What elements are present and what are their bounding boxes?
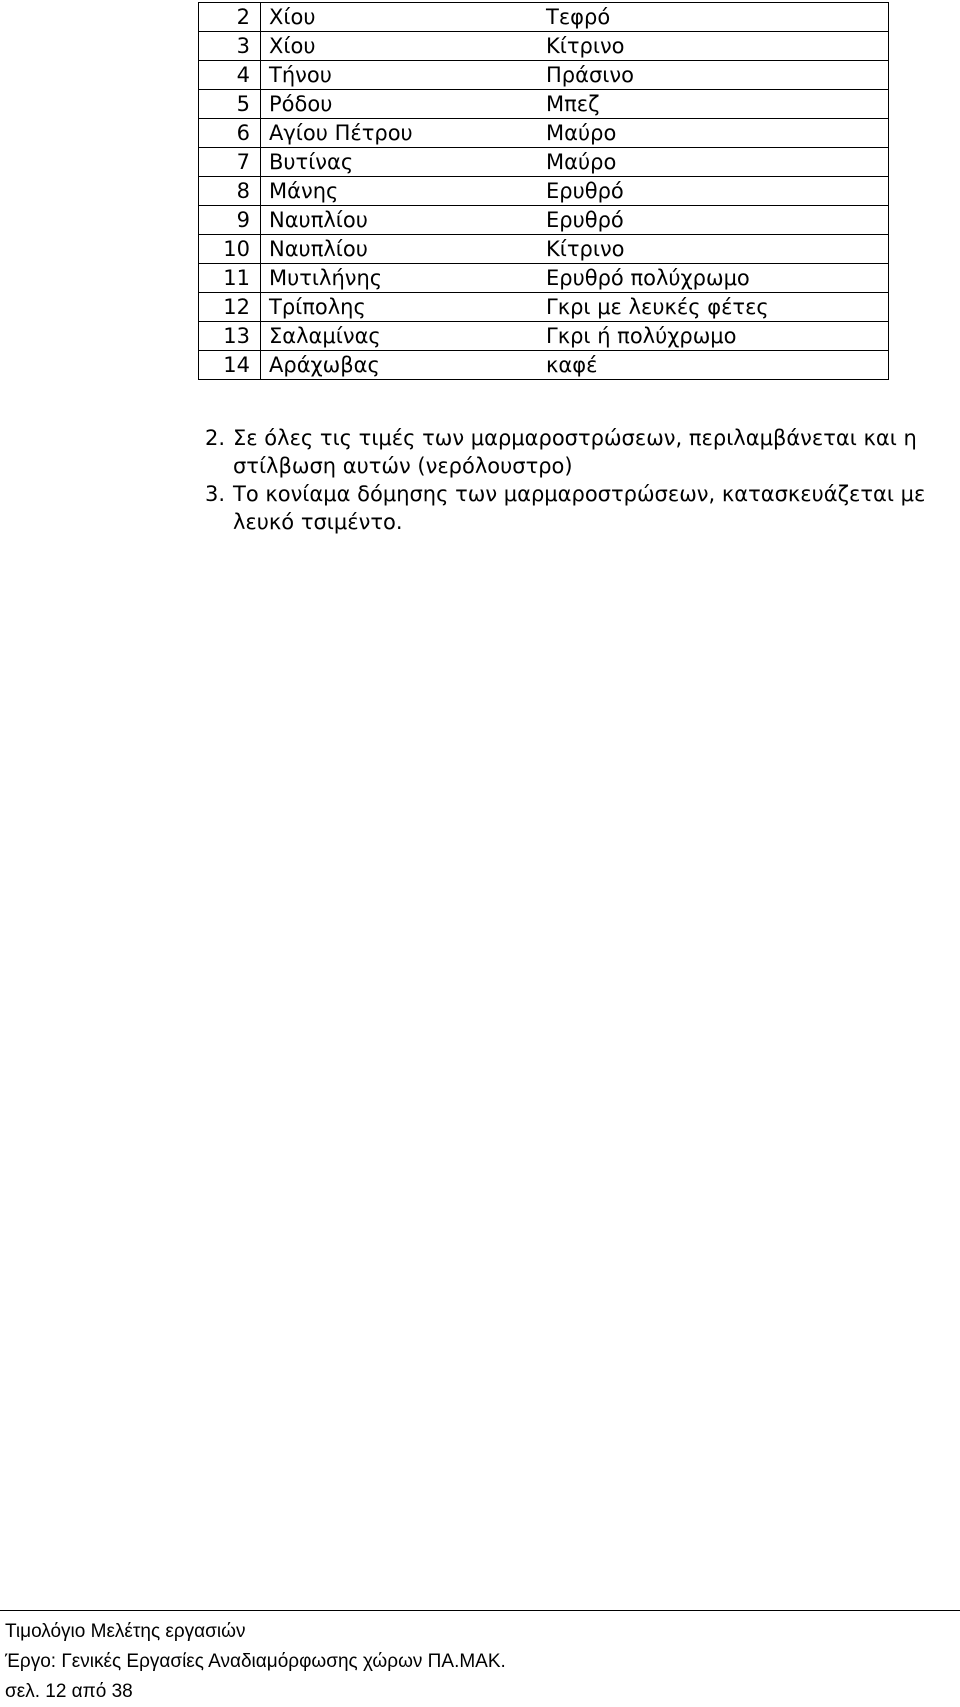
place-cell: Ρόδου: [261, 90, 539, 119]
table-row: [199, 119, 889, 148]
note-marker: 3.: [205, 482, 226, 506]
table-row: [199, 61, 889, 90]
table-row: [199, 90, 889, 119]
row-number-cell: 13: [199, 322, 261, 351]
note-text: Σε όλες τις τιμές των μαρμαροστρώσεων, περιλαμβάνεται και η στίλβωση αυτών (νερόλουστρο): [233, 426, 917, 478]
table-row: [199, 293, 889, 322]
color-cell: Μαύρο: [538, 148, 889, 177]
color-cell: Κίτρινο: [538, 235, 889, 264]
row-number-cell: 3: [199, 32, 261, 61]
notes-list: [205, 424, 955, 536]
color-cell: Μαύρο: [538, 119, 889, 148]
place-cell: Αράχωβας: [261, 351, 539, 380]
color-cell: Γκρι με λευκές φέτες: [538, 293, 889, 322]
marble-origin-table: [198, 2, 889, 380]
place-cell: Χίου: [261, 32, 539, 61]
footer-project: Έργο: Γενικές Εργασίες Αναδιαμόρφωσης χώρων ΠΑ.ΜΑΚ.: [5, 1651, 506, 1672]
color-cell: Ερυθρό πολύχρωμο: [538, 264, 889, 293]
row-number-cell: 10: [199, 235, 261, 264]
color-cell: Κίτρινο: [538, 32, 889, 61]
table-body: [199, 3, 889, 380]
place-cell: Ναυπλίου: [261, 206, 539, 235]
table-row: [199, 351, 889, 380]
color-cell: Ερυθρό: [538, 206, 889, 235]
table-row: [199, 3, 889, 32]
place-cell: Τρίπολης: [261, 293, 539, 322]
note-item: [205, 424, 955, 480]
color-cell: Μπεζ: [538, 90, 889, 119]
footer-page-number: σελ. 12 από 38: [5, 1681, 133, 1702]
table-row: [199, 235, 889, 264]
color-cell: Τεφρό: [538, 3, 889, 32]
row-number-cell: 7: [199, 148, 261, 177]
place-cell: Σαλαμίνας: [261, 322, 539, 351]
row-number-cell: 14: [199, 351, 261, 380]
color-cell: Ερυθρό: [538, 177, 889, 206]
row-number-cell: 2: [199, 3, 261, 32]
note-text: Το κονίαμα δόμησης των μαρμαροστρώσεων, κατασκευάζεται με λευκό τσιμέντο.: [233, 482, 926, 534]
footer-title: Τιμολόγιο Μελέτης εργασιών: [5, 1621, 246, 1642]
place-cell: Μάνης: [261, 177, 539, 206]
page-footer: [0, 1610, 960, 1707]
place-cell: Τήνου: [261, 61, 539, 90]
row-number-cell: 5: [199, 90, 261, 119]
row-number-cell: 4: [199, 61, 261, 90]
row-number-cell: 6: [199, 119, 261, 148]
color-cell: Γκρι ή πολύχρωμο: [538, 322, 889, 351]
note-marker: 2.: [205, 426, 226, 450]
row-number-cell: 12: [199, 293, 261, 322]
row-number-cell: 11: [199, 264, 261, 293]
color-cell: Πράσινο: [538, 61, 889, 90]
place-cell: Βυτίνας: [261, 148, 539, 177]
row-number-cell: 8: [199, 177, 261, 206]
place-cell: Μυτιλήνης: [261, 264, 539, 293]
table-row: [199, 264, 889, 293]
row-number-cell: 9: [199, 206, 261, 235]
color-cell: καφέ: [538, 351, 889, 380]
table-row: [199, 32, 889, 61]
table-row: [199, 206, 889, 235]
place-cell: Χίου: [261, 3, 539, 32]
note-item: [205, 480, 955, 536]
table-row: [199, 177, 889, 206]
place-cell: Ναυπλίου: [261, 235, 539, 264]
table-row: [199, 148, 889, 177]
table-row: [199, 322, 889, 351]
place-cell: Αγίου Πέτρου: [261, 119, 539, 148]
